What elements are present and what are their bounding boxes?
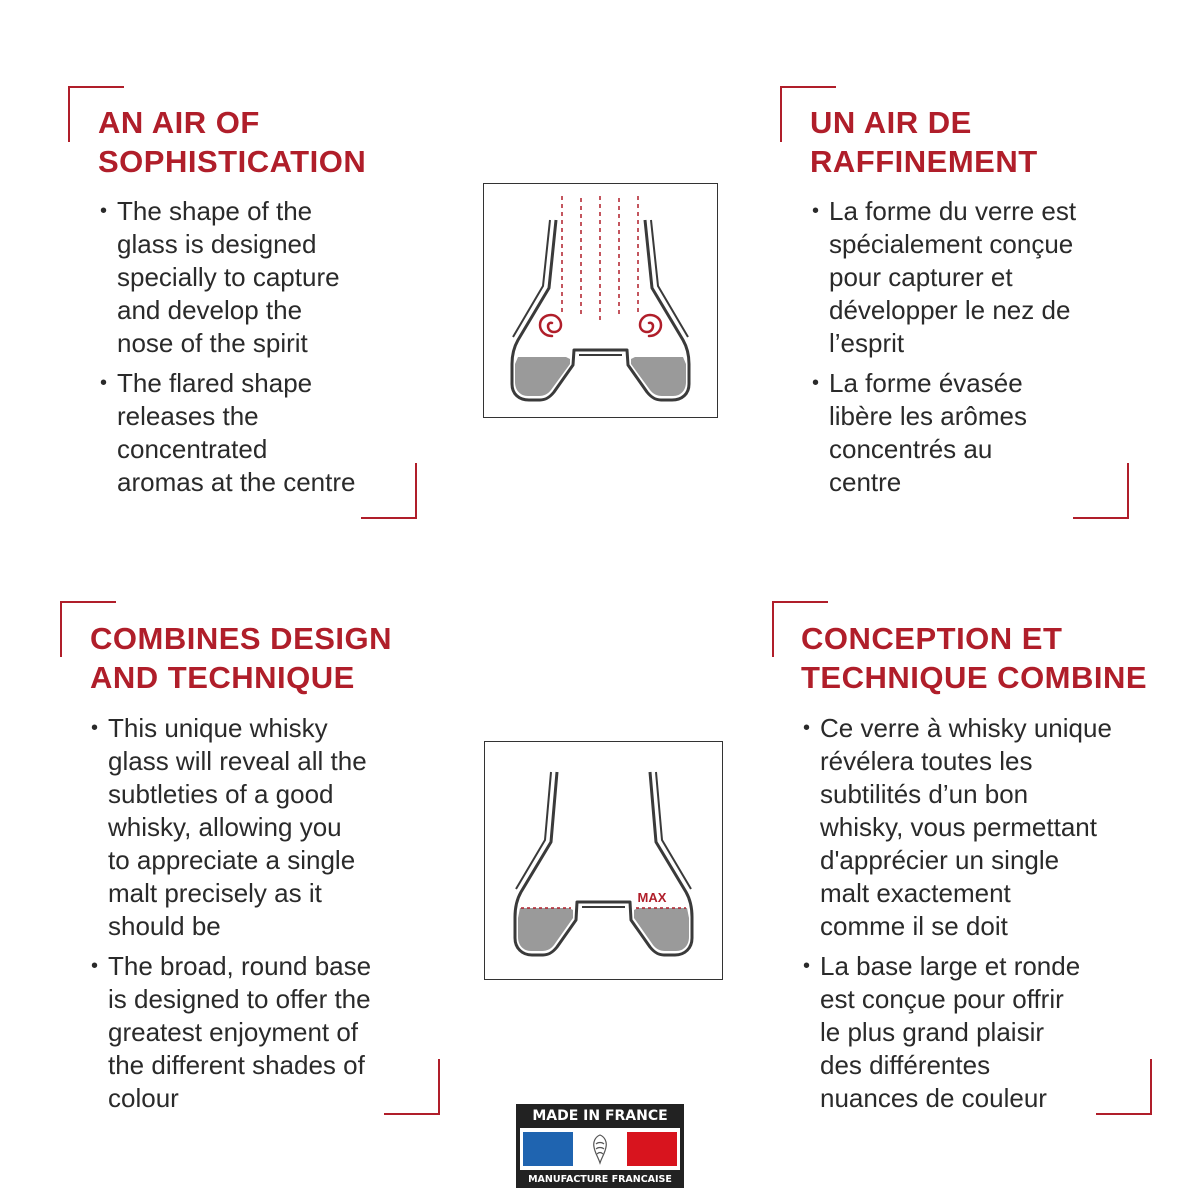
bullet-line: développer le nez de	[829, 295, 1071, 325]
flag-blue-stripe	[523, 1132, 573, 1166]
bullet-line: nuances de couleur	[820, 1083, 1047, 1113]
bullet-line: • Ce verre à whisky unique	[820, 713, 1112, 743]
glass-inner-outline	[516, 772, 691, 907]
rooster-icon	[586, 1132, 614, 1166]
glass-aroma-diagram-icon	[483, 183, 718, 418]
bullet-line: subtleties of a good	[108, 779, 334, 809]
bullet-line: should be	[108, 911, 221, 941]
bullet-line: spécialement conçue	[829, 229, 1074, 259]
glass-max-level-diagram-icon	[484, 741, 723, 980]
title-line: RAFFINEMENT	[810, 144, 1038, 179]
bullet-item	[91, 712, 436, 943]
title-line: SOPHISTICATION	[98, 144, 367, 179]
bullet-line: centre	[829, 467, 902, 497]
section-title	[98, 103, 366, 181]
bullet-line: and develop the	[117, 295, 303, 325]
section-title	[801, 619, 1147, 697]
bullet-line: specially to capture	[117, 262, 340, 292]
made-in-france-badge	[516, 1104, 684, 1188]
bullet-line: subtilités d’un bon	[820, 779, 1029, 809]
title-line: UN AIR DE	[810, 105, 972, 140]
bullet-line: whisky, vous permettant	[820, 812, 1097, 842]
bullet-line: révélera toutes les	[820, 746, 1033, 776]
bullet-line: des différentes	[820, 1050, 991, 1080]
corner-bracket-bottom-right	[384, 1059, 440, 1115]
bullet-line: • La forme du verre est	[829, 196, 1077, 226]
bullet-line: malt exactement	[820, 878, 1011, 908]
title-line: AND TECHNIQUE	[90, 660, 355, 695]
corner-bracket-bottom-right	[1096, 1059, 1152, 1115]
bullet-line: le plus grand plaisir	[820, 1017, 1045, 1047]
bullet-line: concentrés au	[829, 434, 993, 464]
corner-bracket-bottom-right	[361, 463, 417, 519]
bullet-line: glass will reveal all the	[108, 746, 367, 776]
bullet-line: releases the	[117, 401, 259, 431]
bullet-line: colour	[108, 1083, 179, 1113]
bullet-line: • The flared shape	[117, 368, 313, 398]
badge-flag-area	[520, 1128, 680, 1170]
title-line: COMBINES DESIGN	[90, 621, 393, 656]
bullet-line: malt precisely as it	[108, 878, 322, 908]
glass-max-svg	[485, 742, 722, 979]
bullet-line: d'apprécier un single	[820, 845, 1060, 875]
aroma-swirl-right-icon	[640, 315, 661, 336]
bullet-line: nose of the spirit	[117, 328, 308, 358]
bullet-line: concentrated	[117, 434, 268, 464]
aroma-swirl-left-icon	[540, 315, 561, 336]
bullet-line: • La base large et ronde	[820, 951, 1081, 981]
title-line: CONCEPTION ET	[801, 621, 1063, 656]
bullet-line: • The shape of the	[117, 196, 313, 226]
badge-top-label: MADE IN FRANCE	[516, 1104, 684, 1128]
bullet-line: glass is designed	[117, 229, 317, 259]
bullet-line: the different shades of	[108, 1050, 365, 1080]
max-label: MAX	[637, 890, 667, 905]
liquid-left	[515, 357, 570, 396]
bullet-line: is designed to offer the	[108, 984, 371, 1014]
bullet-line: • This unique whisky	[108, 713, 328, 743]
liquid-right	[631, 357, 686, 396]
bullet-line: libère les arômes	[829, 401, 1027, 431]
bullet-line: l’esprit	[829, 328, 905, 358]
bullet-line: to appreciate a single	[108, 845, 356, 875]
aroma-lines	[562, 196, 638, 322]
title-line: AN AIR OF	[98, 105, 260, 140]
bullet-item	[100, 195, 420, 360]
bullet-list	[100, 195, 420, 506]
flag-red-stripe	[627, 1132, 677, 1166]
bullet-line: • La forme évasée	[829, 368, 1023, 398]
title-line: TECHNIQUE COMBINE	[801, 660, 1148, 695]
section-title	[90, 619, 392, 697]
bullet-line: comme il se doit	[820, 911, 1008, 941]
bullet-line: aromas at the centre	[117, 467, 356, 497]
corner-bracket-bottom-right	[1073, 463, 1129, 519]
badge-bottom-label: MANUFACTURE FRANCAISE	[516, 1172, 684, 1188]
liquid-left	[518, 908, 573, 951]
liquid-right	[634, 908, 689, 951]
bullet-item	[812, 195, 1142, 360]
bullet-list	[812, 195, 1142, 506]
bullet-line: greatest enjoyment of	[108, 1017, 359, 1047]
glass-aroma-svg	[484, 184, 717, 417]
bullet-line: whisky, allowing you	[108, 812, 342, 842]
bullet-line: est conçue pour offrir	[820, 984, 1064, 1014]
bullet-item	[803, 712, 1173, 943]
bullet-line: pour capturer et	[829, 262, 1013, 292]
bullet-line: • The broad, round base	[108, 951, 372, 981]
section-title	[810, 103, 1038, 181]
